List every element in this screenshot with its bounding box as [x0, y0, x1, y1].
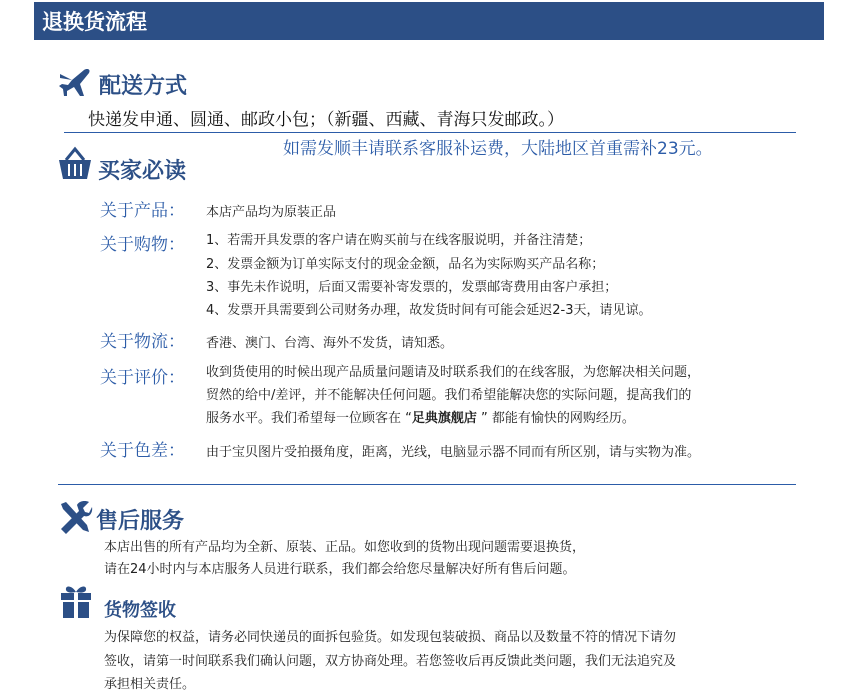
- signoff-line-3: 承担相关责任。: [104, 677, 196, 692]
- purchase-line-3: 3、事先未作说明，后面又需要补寄发票的，发票邮寄费用由客户承担；: [206, 280, 618, 295]
- signoff-line-1: 为保障您的权益，请务必同快递员的面拆包验货。如发现包装破损、商品以及数量不符的情况下请勿: [104, 630, 677, 645]
- buyer-divider: [58, 484, 796, 485]
- aftersale-title: 售后服务: [96, 509, 185, 534]
- page-banner: [34, 2, 824, 40]
- airplane-icon: [58, 66, 94, 98]
- product-text: 本店产品均为原装正品: [206, 205, 337, 220]
- aftersale-line-1: 本店出售的所有产品均为全新、原装、正品。如您收到的货物出现问题需要退换货，: [104, 540, 586, 555]
- color-text: 由于宝贝图片受拍摄角度，距离，光线，电脑显示器不同而有所区别，请与实物为准。: [206, 445, 701, 460]
- shipping-line-2: 如需发顺丰请联系客服补运费，大陆地区首重需补23元。: [283, 139, 713, 159]
- purchase-line-2: 2、发票金额为订单实际支付的现金金额，品名为实际购买产品名称；: [206, 257, 605, 272]
- shipping-line-1: 快递发申通、圆通、邮政小包；（新疆、西藏、青海只发邮政。）: [88, 110, 564, 130]
- logistics-text: 香港、澳门、台湾、海外不发货，请知悉。: [206, 336, 454, 351]
- page-title: 退换货流程: [42, 10, 147, 34]
- signoff-title: 货物签收: [104, 600, 176, 621]
- purchase-line-4: 4、发票开具需要到公司财务办理，故发货时间有可能会延迟2-3天，请见谅。: [206, 303, 652, 318]
- review-label: 关于评价：: [100, 368, 185, 388]
- store-name: 足典旗舰店: [411, 411, 477, 426]
- purchase-label: 关于购物：: [100, 235, 185, 255]
- review-line-3-b: ” 都能有愉快的网购经历。: [476, 411, 635, 426]
- review-line-3-a: 服务水平。我们希望每一位顾客在 “: [206, 411, 412, 426]
- color-label: 关于色差：: [100, 441, 185, 461]
- review-line-1: 收到货使用的时候出现产品质量问题请及时联系我们的在线客服，为您解决相关问题，: [206, 365, 701, 380]
- review-line-3: [206, 407, 635, 426]
- shipping-title: 配送方式: [99, 74, 188, 99]
- purchase-line-1: 1、若需开具发票的客户请在购买前与在线客服说明，并备注清楚；: [206, 233, 592, 248]
- product-label: 关于产品：: [100, 201, 185, 221]
- aftersale-line-2: 请在24小时内与本店服务人员进行联系，我们都会给您尽量解决好所有售后问题。: [104, 562, 576, 577]
- shipping-divider: [64, 132, 796, 133]
- logistics-label: 关于物流：: [100, 332, 185, 352]
- gift-icon: [59, 583, 93, 619]
- buyer-title: 买家必读: [98, 159, 187, 184]
- tools-icon: [57, 499, 93, 535]
- signoff-line-2: 签收，请第一时间联系我们确认问题，双方协商处理。若您签收后再反馈此类问题，我们无法追究及: [104, 654, 677, 669]
- review-line-2: 贸然的给中/差评，并不能解决任何问题。我们希望能解决您的实际问题，提高我们的: [206, 388, 692, 403]
- basket-icon: [56, 146, 94, 182]
